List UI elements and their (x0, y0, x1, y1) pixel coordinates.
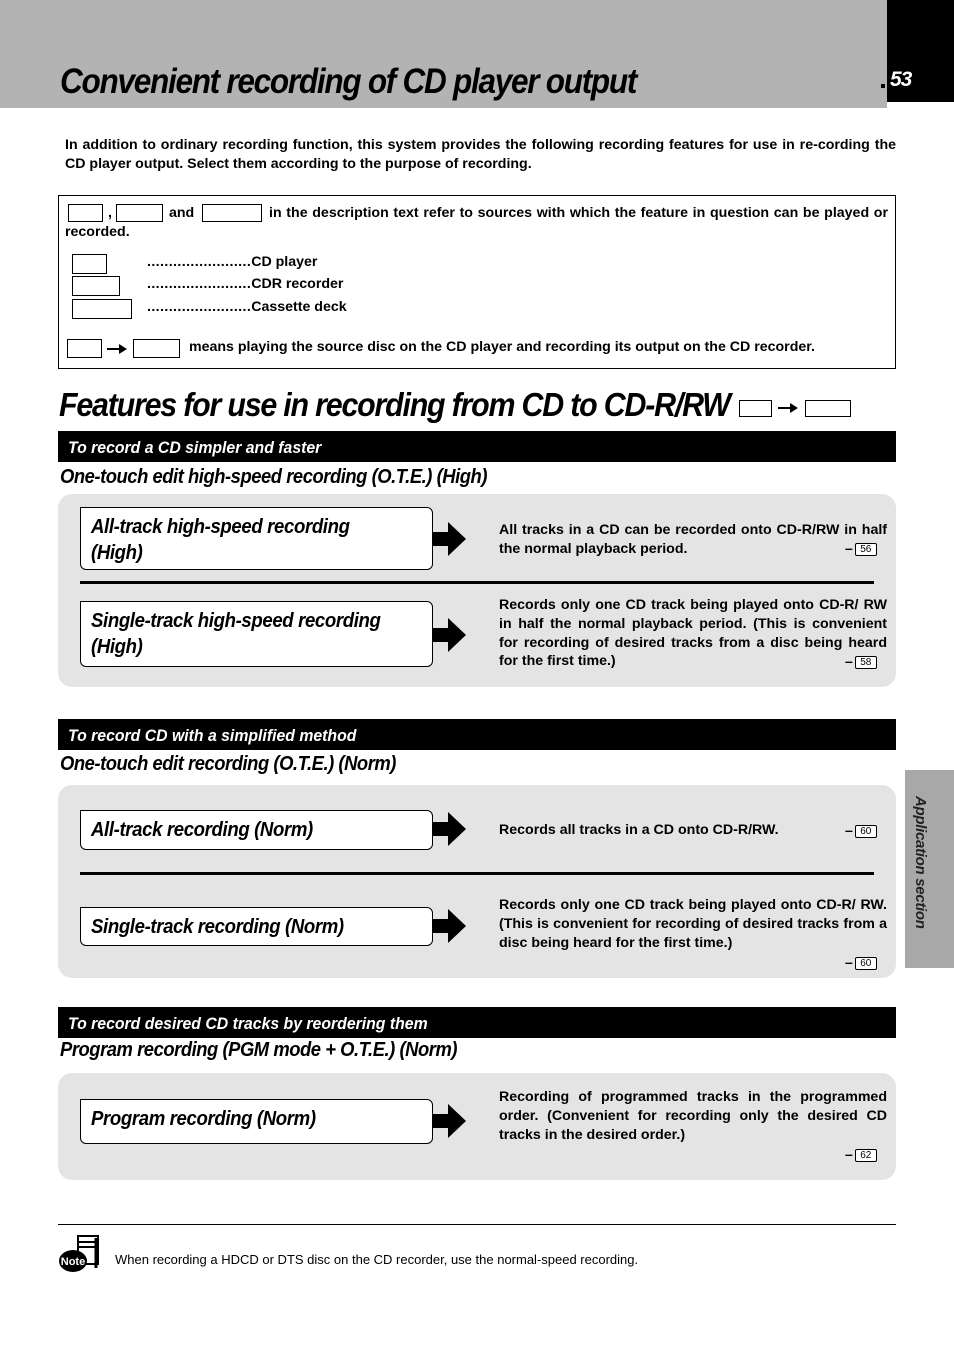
feature-single-track-high: Single-track high-speed recording (High) (80, 601, 433, 667)
legend-description: in the description text refer to sources with which the feature in question can be played or recorded. (65, 205, 888, 240)
feature-single-track-norm: Single-track recording (Norm) (80, 907, 433, 946)
arrow-right-icon (432, 522, 466, 556)
legend-row-cd-player: ........................CD player (147, 254, 318, 270)
cd-player-icon (72, 254, 107, 274)
feature-description: Recording of programmed tracks in the programmed order. (Convenient for recording only the desired CD tracks in the desired order.) (499, 1089, 887, 1143)
arrow-right-icon (778, 403, 798, 413)
feature-panel (58, 494, 896, 687)
page-reference: – 56 (845, 540, 877, 556)
arrow-right-icon (432, 812, 466, 846)
divider (80, 872, 874, 875)
legend-comma: , (108, 205, 112, 221)
legend-and: and (169, 205, 195, 221)
section-heading: Program recording (PGM mode + O.T.E.) (Norm) (60, 1039, 458, 1061)
section-bar: To record desired CD tracks by reordering them (58, 1007, 896, 1038)
section-bar: To record CD with a simplified method (58, 719, 896, 750)
page-reference: – 60 (845, 954, 877, 970)
cdr-recorder-icon (133, 339, 180, 358)
legend-means-text: means playing the source disc on the CD player and recording its output on the CD recorder. (189, 339, 815, 355)
note-icon (58, 1234, 102, 1274)
legend-row-cdr-recorder: ........................CDR recorder (147, 276, 344, 292)
feature-description: Records only one CD track being played onto CD-R/ RW. (This is convenient for recording of desired tracks from a disc being heard for the first time.) (499, 897, 887, 951)
cdr-recorder-icon (72, 276, 120, 296)
page-reference: – 60 (845, 822, 877, 838)
page-reference: – 62 (845, 1146, 877, 1162)
arrow-right-icon (432, 618, 466, 652)
feature-description: Records all tracks in a CD onto CD-R/RW. (499, 822, 779, 838)
note-icon-label: Note (60, 1256, 86, 1268)
feature-description: All tracks in a CD can be recorded onto CD-R/RW in half the normal playback period. (499, 522, 887, 557)
feature-panel (58, 785, 896, 978)
page-title: Convenient recording of CD player output (60, 62, 637, 101)
divider (80, 581, 874, 584)
section-heading: One-touch edit recording (O.T.E.) (Norm) (60, 753, 396, 775)
cd-player-icon (67, 339, 102, 358)
cdr-recorder-icon (805, 400, 851, 417)
arrow-right-icon (432, 1104, 466, 1138)
intro-text: In addition to ordinary recording function, this system provides the following recording features for use in re-cording the CD player output. Select them according to the purpose of recording. (65, 137, 896, 172)
cd-player-icon (739, 400, 772, 417)
page-dot (881, 84, 885, 88)
bottom-rule (58, 1224, 896, 1225)
feature-all-track-high: All-track high-speed recording (High) (80, 507, 433, 570)
feature-all-track-norm: All-track recording (Norm) (80, 810, 433, 850)
arrow-right-icon (432, 909, 466, 943)
section-bar: To record a CD simpler and faster (58, 431, 896, 462)
cassette-deck-icon (72, 299, 132, 319)
note-text: When recording a HDCD or DTS disc on the CD recorder, use the normal-speed recording. (115, 1252, 639, 1267)
section-side-label: Application section (912, 796, 929, 929)
legend-row-cassette-deck: ........................Cassette deck (147, 299, 347, 315)
feature-panel (58, 1073, 896, 1180)
page-reference: – 58 (845, 653, 877, 669)
page-number: 53 (890, 68, 912, 91)
legend-box (58, 195, 896, 369)
features-title: Features for use in recording from CD to CD-R/RW (59, 386, 730, 423)
arrow-right-icon (107, 344, 127, 354)
section-heading: One-touch edit high-speed recording (O.T.E.) (High) (60, 466, 487, 488)
feature-program-recording: Program recording (Norm) (80, 1099, 433, 1144)
feature-description: Records only one CD track being played onto CD-R/ RW in half the normal playback period. (This is convenient for recording of desired tracks from a disc being heard for the first time.) (499, 597, 887, 670)
